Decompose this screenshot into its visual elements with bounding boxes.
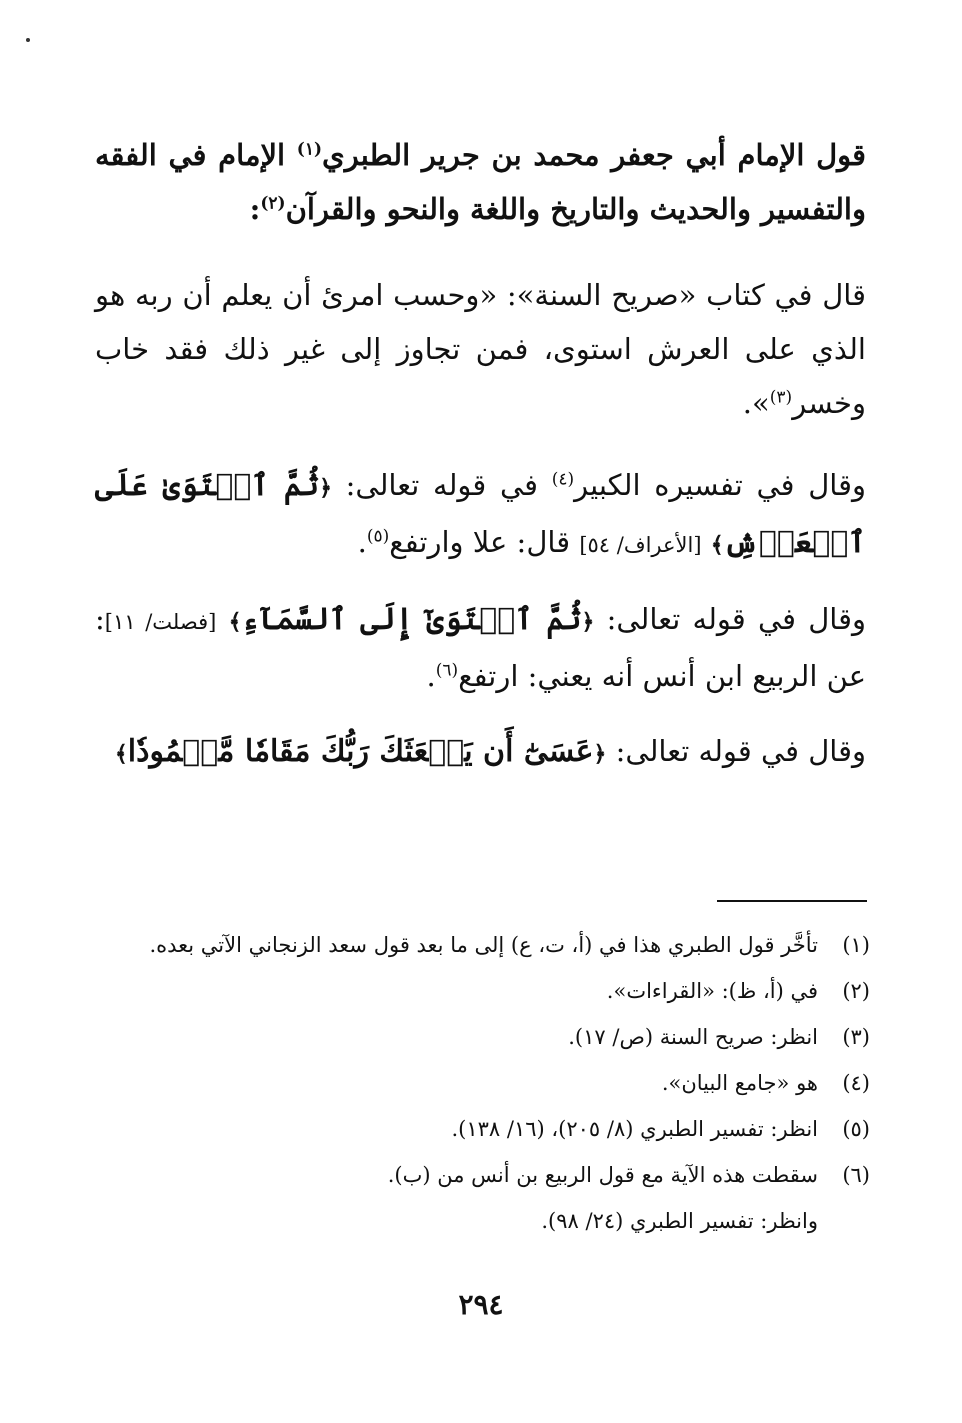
heading-text: قول الإمام أبي جعفر محمد بن جرير الطبري [322,138,867,172]
ornate-bracket-close: ﴾ [114,741,128,767]
footnote-number: (٣) [842,1025,870,1049]
footnote-item [95,968,870,1014]
footnote-text: في (أ، ظ): «القراءات». [606,979,818,1003]
footnote-ref-6[interactable]: (٦) [435,660,459,681]
footnote-text: تأخَّر قول الطبري هذا في (أ، ت، ع) إلى ما بعد قول سعد الزنجاني الآتي بعده. [149,933,818,957]
paragraph-end: ». [742,386,770,420]
footnote-number: (١) [842,933,870,957]
section-heading [95,128,866,236]
paragraph-text: وقال في تفسيره الكبير [574,468,866,502]
paragraph-text-cont: في قوله تعالى: [331,468,552,502]
verse-text: عَسَىٰٓ أَن يَبۡعَثَكَ رَبُّكَ مَقَامٗا مَّحۡمُودٗا [127,734,594,769]
ornate-bracket-open: ﴿ [319,475,332,501]
footnote-item [95,1014,870,1060]
paragraph-text: قال في كتاب «صريح السنة»: «وحسب امرئ أن يعلم أن ربه هو الذي على العرش استوى، فمن تجاوز إلى غير ذلك فقد خاب وخسر [95,278,866,420]
footnote-number: (٤) [842,1071,870,1095]
paragraph-tafsir-isra [95,724,866,781]
paragraph-text-cont: : عن الربيع ابن أنس أنه يعني: ارتفع [95,602,866,693]
footnote-item [95,1152,870,1198]
page-number: ٢٩٤ [458,1288,504,1321]
paragraph-end: . [357,525,367,559]
footnote-item [95,922,870,968]
paragraph-tafsir-araf [95,458,866,572]
stray-dot [26,38,30,42]
paragraph-text: وقال في قوله تعالى: [606,734,866,768]
ornate-bracket-close: ﴾ [228,609,242,635]
footnote-number: (٥) [842,1117,870,1141]
footnote-item [95,1060,870,1106]
verse-reference: [الأعراف/ ٥٤] [579,533,702,557]
verse-reference: [فصلت/ ١١] [104,610,217,634]
verse-text: ثُمَّ ٱسۡتَوَىٰ عَلَى ٱلۡعَرۡشِ [95,468,866,560]
footnote-ref-5[interactable]: (٥) [366,526,390,547]
paragraph-text-end: قال: علا وارتفع [389,525,580,559]
footnote-item [95,1106,870,1152]
footnote-text: وانظر: تفسير الطبري (٢٤/ ٩٨). [541,1209,818,1233]
footnote-number: (٦) [842,1163,870,1187]
footnote-ref-1[interactable]: (١) [296,139,323,160]
ornate-bracket-close: ﴾ [710,532,724,558]
paragraph-text: وقال في قوله تعالى: [594,602,867,636]
footnote-text: هو «جامع البيان». [661,1071,818,1095]
footnote-ref-4[interactable]: (٤) [551,469,575,490]
heading-text-cont: الإمام في الفقه والتفسير والحديث والتاريخ واللغة والنحو والقرآن [95,138,866,226]
footnote-number: (٢) [842,979,870,1003]
footnote-text: انظر: تفسير الطبري (٨/ ٢٠٥)، (١٦/ ١٣٨). [451,1117,818,1141]
footnote-text: انظر: صريح السنة (ص/ ١٧). [568,1025,818,1049]
verse-text: ثُمَّ ٱسۡتَوَىٰٓ إِلَى ٱلسَّمَآءِ [241,602,582,637]
ornate-bracket-open: ﴿ [581,609,595,635]
paragraph-end: . [426,659,436,693]
ornate-bracket-open: ﴿ [593,741,607,767]
footnote-separator [717,900,867,902]
footnotes-list [95,922,870,1244]
heading-colon: : [249,192,261,226]
quran-verse-fussilat [229,602,595,637]
paragraph-tafsir-fussilat [95,592,866,703]
paragraph-sunna-quote [95,268,866,430]
footnote-text: سقطت هذه الآية مع قول الربيع بن أنس من (ب). [387,1163,818,1187]
quran-verse-isra [115,734,607,769]
footnote-ref-3[interactable]: (٣) [769,387,793,408]
footnote-ref-2[interactable]: (٢) [260,193,286,214]
footnote-continuation [95,1198,870,1244]
